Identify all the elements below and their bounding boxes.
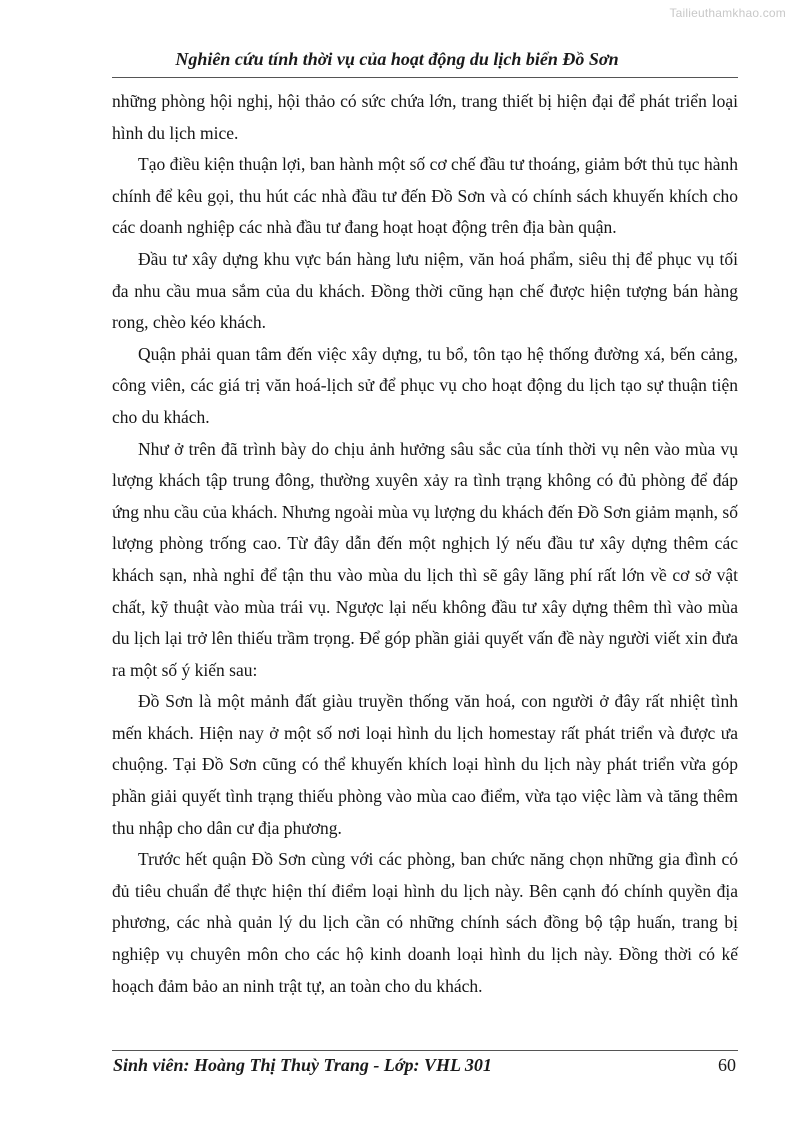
page-number: 60 xyxy=(718,1055,736,1075)
footer-author: Sinh viên: Hoàng Thị Thuỳ Trang - Lớp: VHL 301 xyxy=(113,1055,492,1075)
paragraph: Quận phải quan tâm đến việc xây dựng, tu bổ, tôn tạo hệ thống đường xá, bến cảng, công viên, các giá trị văn hoá-lịch sử để phục vụ cho hoạt động du lịch tạo sự thuận tiện cho du khách. xyxy=(112,343,738,427)
paragraph: Tạo điều kiện thuận lợi, ban hành một số cơ chế đầu tư thoáng, giảm bớt thủ tục hành chính để kêu gọi, thu hút các nhà đầu tư đến Đồ Sơn và có chính sách khuyến khích cho các doanh nghiệp các nhà đầu tư đang hoạt hoạt động trên địa bàn quận. xyxy=(112,154,738,238)
paragraph: Đầu tư xây dựng khu vực bán hàng lưu niệm, văn hoá phẩm, siêu thị để phục vụ tối đa nhu cầu mua sắm của du khách. Đồng thời cũng hạn chế được hiện tượng bán hàng rong, chèo kéo khách. xyxy=(112,248,738,333)
header-divider xyxy=(112,77,738,78)
paragraph: Trước hết quận Đồ Sơn cùng với các phòng, ban chức năng chọn những gia đình có đủ tiêu chuẩn để thực hiện thí điểm loại hình du lịch này. Bên cạnh đó chính quyền địa phương, các nhà quản lý du lịch cần có những chính sách đồng bộ tập huấn, trang bị nghiệp vụ chuyên môn cho các hộ kinh doanh loại hình du lịch này. Đồng thời có kế hoạch đảm bảo an ninh trật tự, an toàn cho du khách. xyxy=(112,849,738,996)
document-body xyxy=(112,86,738,1002)
page-header-title: Nghiên cứu tính thời vụ của hoạt động du lịch biển Đồ Sơn xyxy=(175,49,619,69)
paragraph: Như ở trên đã trình bày do chịu ảnh hưởng sâu sắc của tính thời vụ nên vào mùa vụ lượng khách tập trung đông, thường xuyên xảy ra tình trạng không có đủ phòng để đáp ứng nhu cầu của khách. Nhưng ngoài mùa vụ lượng du khách đến Đồ Sơn giảm mạnh, số lượng phòng trống cao. Từ đây dẫn đến một nghịch lý nếu đầu tư xây dựng thêm các khách sạn, nhà nghỉ để tận thu vào mùa du lịch thì sẽ gây lãng phí rất lớn về cơ sở vật chất, kỹ thuật vào mùa trái vụ. Ngược lại nếu không đầu tư xây dựng thêm thì vào mùa du lịch lại trở lên thiếu trầm trọng. Để góp phần giải quyết vấn đề này người viết xin đưa ra một số ý kiến sau: xyxy=(112,438,738,680)
paragraph-continuation: những phòng hội nghị, hội thảo có sức chứa lớn, trang thiết bị hiện đại để phát triển loại hình du lịch mice. xyxy=(112,91,738,143)
footer-divider xyxy=(112,1050,738,1051)
paragraph: Đồ Sơn là một mảnh đất giàu truyền thống văn hoá, con người ở đây rất nhiệt tình mến khách. Hiện nay ở một số nơi loại hình du lịch homestay rất phát triển và được ưa chuộng. Tại Đồ Sơn cũng có thể khuyến khích loại hình du lịch này phát triển vừa góp phần giải quyết tình trạng thiếu phòng vào mùa cao điểm, vừa tạo việc làm và tăng thêm thu nhập cho dân cư địa phương. xyxy=(112,691,738,838)
watermark-text: Tailieuthamkhao.com xyxy=(669,6,786,20)
